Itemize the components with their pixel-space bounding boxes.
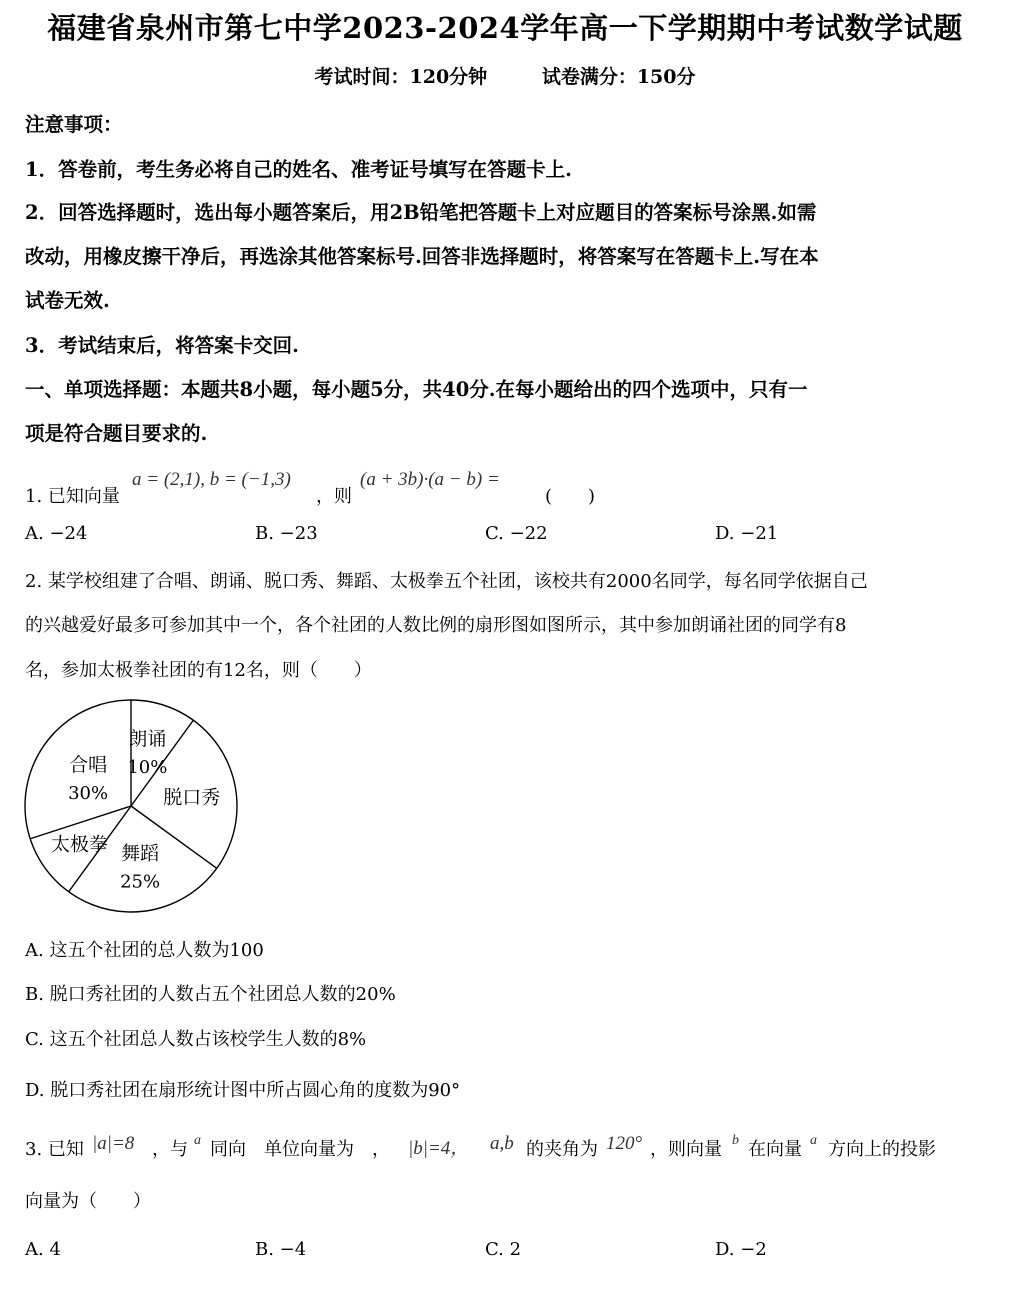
notice-item-1: 1．答卷前，考生务必将自己的姓名、准考证号填写在答题卡上. <box>25 158 572 181</box>
q1-expression: (a + 3b)·(a − b) = <box>360 469 500 490</box>
q3-text-4: ，则向量 <box>650 1139 722 1160</box>
pie-slice-name: 合唱 <box>69 753 108 776</box>
q1-option-c: C. −22 <box>485 523 548 544</box>
pie-slice-name: 朗诵 <box>128 727 167 750</box>
q2-option-b: B. 脱口秀社团的人数占五个社团总人数的20% <box>25 984 396 1005</box>
q3-text-1: ，与 <box>152 1139 188 1160</box>
pie-slice-percent: 25% <box>120 871 161 893</box>
q2-option-c: C. 这五个社团总人数占该校学生人数的8% <box>25 1029 367 1050</box>
notice-item-2-line-3: 试卷无效. <box>25 289 110 312</box>
q3-angle: 120° <box>606 1133 643 1154</box>
q1-vectors: a = (2,1), b = (−1,3) <box>132 469 291 490</box>
q3-text-2: 同向 单位向量为 ， <box>210 1139 390 1160</box>
q1-answer-paren: ( ) <box>545 486 596 507</box>
q1-prefix: 1. 已知向量 <box>25 486 120 507</box>
exam-score: 试卷满分：150分 <box>541 66 696 88</box>
q3-option-d: D. −2 <box>715 1239 767 1260</box>
q2-option-d: D. 脱口秀社团在扇形统计图中所占圆心角的度数为90° <box>25 1080 461 1101</box>
notice-item-2-line-1: 2．回答选择题时，选出每小题答案后，用2B铅笔把答题卡上对应题目的答案标号涂黑.如需 <box>25 201 817 224</box>
q3-vec-a-2: a <box>810 1133 817 1148</box>
q3-text-6: 方向上的投影 <box>828 1139 936 1160</box>
page-title: 福建省泉州市第七中学2023-2024学年高一下学期期中考试数学试题 <box>47 11 963 45</box>
q3-option-b: B. −4 <box>255 1239 307 1260</box>
q3-vec-b: b <box>732 1133 739 1148</box>
q1-option-b: B. −23 <box>255 523 318 544</box>
q3-option-c: C. 2 <box>485 1239 522 1260</box>
q1-mid: ，则 <box>316 486 352 507</box>
pie-slice-name: 舞蹈 <box>121 842 160 865</box>
pie-slice-name: 太极拳 <box>51 833 109 856</box>
q2-option-a: A. 这五个社团的总人数为100 <box>25 940 264 961</box>
pie-chart <box>15 692 255 932</box>
q2-line-1: 2. 某学校组建了合唱、朗诵、脱口秀、舞蹈、太极拳五个社团，该校共有2000名同学，每名同学依据自己 <box>25 571 868 592</box>
q1-option-a: A. −24 <box>25 523 88 544</box>
q3-b-norm: |b|=4， <box>408 1138 470 1159</box>
exam-time: 考试时间：120分钟 <box>314 66 488 88</box>
q3-text-3: 的夹角为 <box>526 1139 598 1160</box>
q3-vec-a-1: a <box>194 1133 201 1148</box>
q3-text-5: 在向量 <box>748 1139 802 1160</box>
notice-item-2-line-2: 改动，用橡皮擦干净后，再选涂其他答案标号.回答非选择题时，将答案写在答题卡上.写在本 <box>25 245 819 268</box>
q3-a-norm: |a|=8 <box>92 1133 135 1154</box>
q3-option-a: A. 4 <box>25 1239 61 1260</box>
q3-ab: a,b <box>490 1133 514 1154</box>
pie-slice-percent: 30% <box>68 782 109 804</box>
exam-info <box>0 62 1010 89</box>
q1-option-d: D. −21 <box>715 523 779 544</box>
q2-line-3: 名，参加太极拳社团的有12名，则（ ） <box>25 660 372 681</box>
q3-prefix: 3. 已知 <box>25 1139 84 1160</box>
notice-heading: 注意事项： <box>25 113 123 136</box>
section-1-line-2: 项是符合题目要求的. <box>25 422 208 445</box>
pie-slice-name: 脱口秀 <box>163 786 221 809</box>
pie-slice-percent: 10% <box>127 756 168 778</box>
q2-line-2: 的兴越爱好最多可参加其中一个，各个社团的人数比例的扇形图如图所示，其中参加朗诵社团的同学有8 <box>25 615 847 636</box>
section-1-line-1: 一、单项选择题：本题共8小题，每小题5分，共40分.在每小题给出的四个选项中，只有一 <box>25 378 808 401</box>
notice-item-3: 3．考试结束后，将答案卡交回. <box>25 334 299 357</box>
q3-line-2: 向量为（ ） <box>25 1191 151 1212</box>
